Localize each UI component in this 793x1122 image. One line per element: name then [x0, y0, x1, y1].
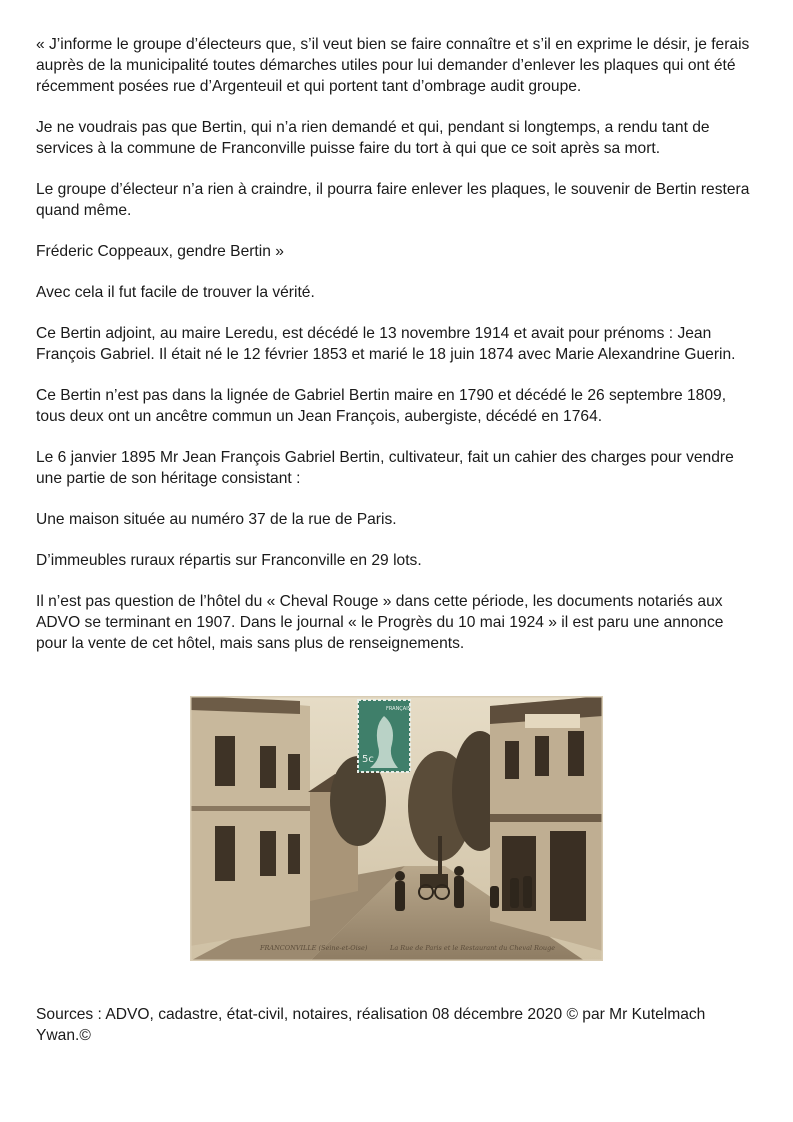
svg-text:FRANCONVILLE (Seine-et-Oise): FRANCONVILLE (Seine-et-Oise) [260, 944, 368, 952]
postcard-illustration [190, 696, 603, 961]
svg-text:5c: 5c [362, 754, 374, 765]
paragraph-maison: Une maison située au numéro 37 de la rue de Paris. [36, 511, 397, 528]
paragraph-letter-2: Je ne voudrais pas que Bertin, qui n’a rien demandé et qui, pendant si longtemps, a rendu tant de services à la commune de Franconville puisse faire du tort à qui que ce soit après sa mort. [36, 119, 710, 157]
paragraph-immeubles: D’immeubles ruraux répartis sur Franconville en 29 lots. [36, 552, 422, 569]
paragraph-cheval-rouge: Il n’est pas question de l’hôtel du « Cheval Rouge » dans cette période, les documents notariés aux ADVO se terminant en 1907. Dans le journal « le Progrès du 10 mai 1924 » il est paru une annonce pour la vente de cet hôtel, mais sans plus de renseignements. [36, 593, 724, 652]
paragraph-truth: Avec cela il fut facile de trouver la vérité. [36, 284, 315, 301]
paragraph-bertin-adjoint: Ce Bertin adjoint, au maire Leredu, est décédé le 13 novembre 1914 et avait pour prénoms : Jean François Gabriel. Il était né le 12 février 1853 et marié le 18 juin 1874 avec Marie Alexandrine Guerin. [36, 325, 736, 363]
sources-note: Sources : ADVO, cadastre, état-civil, notaires, réalisation 08 décembre 2020 © par Mr Kutelmach Ywan.© [36, 1006, 706, 1044]
article-body [36, 34, 758, 674]
svg-text:FRANÇAIS: FRANÇAIS [386, 706, 411, 712]
paragraph-letter-1: « J’informe le groupe d’électeurs que, s’il veut bien se faire connaître et s’il en exprime le désir, je ferais auprès de la municipalité toutes démarches utiles pour lui demander d’enlever les plaques qui ont été récemment posées rue d’Argenteuil et qui portent tant d’ombrage audit groupe. [36, 36, 750, 95]
paragraph-letter-3: Le groupe d’électeur n’a rien à craindre, il pourra faire enlever les plaques, le souvenir de Bertin restera quand même. [36, 181, 750, 219]
paragraph-cahier-charges: Le 6 janvier 1895 Mr Jean François Gabriel Bertin, cultivateur, fait un cahier des charges pour vendre une partie de son héritage consistant : [36, 449, 734, 487]
postcard-photo [190, 696, 603, 961]
paragraph-signature: Fréderic Coppeaux, gendre Bertin » [36, 243, 284, 260]
paragraph-lineage: Ce Bertin n’est pas dans la lignée de Gabriel Bertin maire en 1790 et décédé le 26 septembre 1809, tous deux ont un ancêtre commun un Jean François, aubergiste, décédé en 1764. [36, 387, 727, 425]
postage-stamp-icon [358, 700, 411, 772]
svg-text:La Rue de Paris et le Restaura: La Rue de Paris et le Restaurant du Cheval Rouge [390, 944, 556, 952]
